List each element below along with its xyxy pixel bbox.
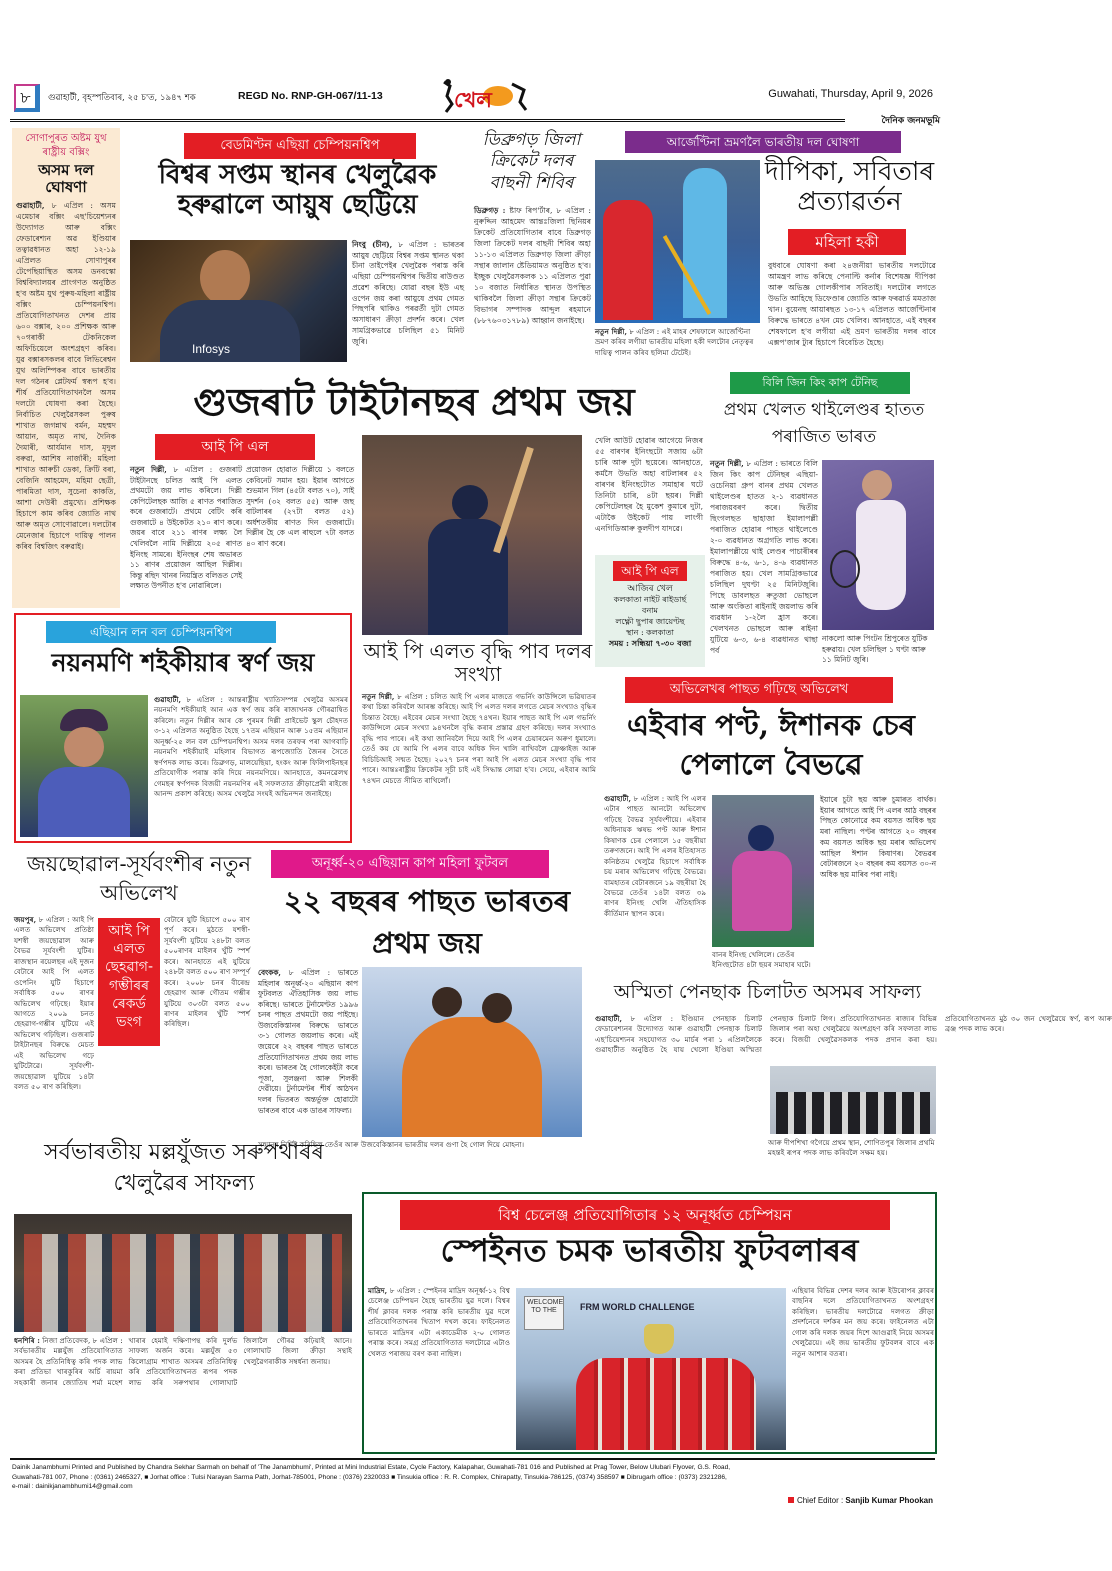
pencak-body: ৮ এপ্ৰিল : ইণ্ডিয়ান পেনছাক চিলাট ফেডাৰেশ্যনৰ উদ্যোগত আৰু গুৱাহাটী পেনছাক চিলাট এছ'চিয়েশ্যনৰ সহযোগত ৩০ মাৰ্চৰ পৰা ১ এপ্ৰিললৈকে গুৱাহাটীত অনুষ্ঠিত হৈ যায় খেলো ইণ্ডিয়া অস্মিতা পেনছাক চিলাট লিগ। প্ৰতিযোগিতাখনত ৰাজ্যৰ বিভিন্ন জিলাৰ পৰা অহা খেলুৱৈয়ে অংশগ্ৰহণ কৰি সফলতা লাভ কৰে। বিজয়ী খেলুৱৈসকলক পদক প্ৰদান কৰা হয়। প্ৰতিযোগিতাখনত মুঠ ৩০ জন খেলুৱৈয়ে স্বৰ্ণ, ৰূপ আৰু ব্ৰঞ্জ পদক লাভ কৰে। bbox=[595, 1014, 1112, 1055]
pencak-headline: অস্মিতা পেনছাক চিলাটত অসমৰ সাফল্য bbox=[613, 981, 922, 1003]
pant-kicker: অভিলেখৰ পাছত গঢ়িছে অভিলেখ bbox=[625, 677, 893, 703]
pencak-dateline: গুৱাহাটী, bbox=[595, 1014, 622, 1023]
lawn-bowls-article bbox=[14, 613, 352, 843]
imprint-line-2: Guwahati-781 007, Phone : (0361) 2465327, ■ Jorhat office : Tulsi Narayan Sarma Path, Jorhat-785001, Phone : (0376) 2320033 ■ Tinsukia office : R. R. Complex, Chirapatty, Tinsukia-786125, (0374) 358597 ■ Dibrugarh office : (0373) 2321286, bbox=[12, 1473, 727, 1481]
football-body: ৮ এপ্ৰিল : ভাৰতে মহিলাৰ অনূৰ্ধ্ব-২০ এছিয়ান কাপ ফুটবলত ঐতিহাসিক জয় লাভ কৰিছে। ভাৰতে টুৰ্নামেণ্টত ১৯৯৬ চনৰ পাছত প্ৰথমটো জয় পাইছে। উজবেকিস্তানৰ বিৰুদ্ধে ভাৰতে ৩-১ গোলত জয়লাভ কৰে। এই জয়েৰে ২২ বছৰৰ পাছত ভাৰতে প্ৰতিযোগিতাখনত প্ৰথম জয় লাভ কৰে। ভাৰতৰ হৈ গোলকেইটা কৰে পূজা, সুলঞ্জনা আৰু শিলকী দেৱীয়ে। টুৰ্নামেণ্টৰ শীৰ্ষ আঠখন দলৰ ভিতৰত অন্তৰ্ভুক্ত হোৱাটো ভাৰতৰ বাবে এক ডাঙৰ সাফল্য। bbox=[258, 968, 358, 1115]
section-logo-text: খেল bbox=[454, 87, 492, 112]
paper-name: দৈনিক জনমভূমি bbox=[881, 116, 940, 126]
hockey-body: বুধবাৰে ঘোষণা কৰা ২৪জনীয়া ভাৰতীয় দলটোৱে আমন্ত্ৰণ লাভ কৰিছে পেনাল্টি কৰ্নাৰ বিশেষজ্ঞ দীপিকা আৰু অভিজ্ঞ গোলকীপাৰ সবিতাই। দলটোৰ লগতে উভতি আহিছে ডিফেণ্ডাৰ জ্যোতি আৰু ফৰৱাৰ্ড মমতাজ খান। বুয়েনছ আয়াৰছত ১৩-১৭ এপ্ৰিলত আৰ্জেণ্টিনাৰ বিৰুদ্ধে ভাৰতে ৪খন মেচ খেলিব। আনহাতে, এই বছৰৰ শেষফালে হ'ব লগীয়া এই ভ্ৰমণ ভাৰতীয় দলৰ বাবে এক্সপ'জাৰ ট্যুৰ হিচাপে বিবেচিত হৈছে। bbox=[768, 261, 936, 347]
wrestling-headline: সৰ্বভাৰতীয় মল্লযুঁজত সৰুপথাৰৰ খেলুৱৈৰ সাফল্য bbox=[44, 1140, 324, 1196]
badminton-dateline: নিংবু (চীন), bbox=[352, 240, 393, 249]
boxing-dateline: গুৱাহাটী, bbox=[16, 200, 45, 210]
pant-body-right: ইয়াৰে চুটা ছয় আৰু চুমাৰত বাৰ্থক। ইয়াৰ আগতে আই পি এলৰ আঠ বছৰৰ পিছত কোনোৱে কম বয়সত অধিক ছয় মৰা নাছিল। পণ্টৰ আগতে ২০ বছৰৰ কম বয়সত অধিক ছয় মৰাৰ অভিলেখ আছিল ঈশান কিষাণৰ। বৈভৱৰ বেটাৰজনে ২০ বছৰৰ কম বয়সত ৩০-ন অধিক ছয় মাৰিব পৰা নাই। bbox=[820, 795, 936, 880]
tennis-dateline: নতুন দিল্লী, bbox=[710, 459, 744, 468]
ipl-teams-body-wrap bbox=[362, 692, 596, 842]
trophy-icon bbox=[644, 1324, 674, 1354]
pant-jersey-shape bbox=[732, 851, 792, 931]
ipl-today-venue: স্থান : কলকাতা bbox=[626, 627, 674, 637]
spain-body-left-wrap bbox=[368, 1286, 510, 1450]
pant-helmet-shape bbox=[748, 825, 774, 851]
hockey-headline: দীপিকা, সবিতাৰ প্ৰত্যাৱৰ্তন bbox=[764, 157, 935, 217]
jaiswal-callout: আই পি এলত ছেহৱাগ-গম্ভীৰৰ ৰেকৰ্ড ভংগ bbox=[98, 918, 160, 1046]
lawn-bowls-photo bbox=[20, 695, 148, 837]
boxing-body: ৮ এপ্ৰিল : অসম এমেচাৰ বক্সিং এছ'চিয়েশ্যনৰ উদ্যোগত আৰু বক্সিং ফেডাৰেশ্যন অৱ ইণ্ডিয়াৰ তত্বাৱধানত অহা ১২-১৯ এপ্ৰিলত সোণাপুৰৰ টেপেছিয়াস্থিত অসম ডনবস্কো বিশ্ববিদ্যালয়ৰ প্ৰাংগণত অনুষ্ঠিত হ'ব অষ্টম যুথ পুৰুষ-মহিলা ৰাষ্ট্ৰীয় বক্সিং চেম্পিয়নশ্বিপ। প্ৰতিযোগিতাখনত দেশৰ প্ৰায় ৬০০ বক্সাৰ, ২০০ প্ৰশিক্ষক আৰু ৭০গৰাকী টেকনিকেল অফিচিয়েলে অংশগ্ৰহণ কৰিব। যুৱ বক্সাৰসকলৰ বাবে লিভিৰেশ্বন যুথ অলিম্পিকৰ বাবে ভাৰতীয় দল গঠনৰ প্লেটফৰ্ম স্বৰূপ হ'ব। শীৰ্ষ প্ৰতিযোগিতাখনলৈ অসম দলটো ঘোষণা কৰা হৈছে। নিৰ্বাচিত খেলুৱৈসকল পুৰুষ শাখাত জগন্নাথ বৰ্মন, মহম্মদ আয়ান, অমৃত নাথ, দৈনিক দৈমাৰী, আৰ্যমান দাস, মৃদুল বৰুৱা, আশিষ নাৰ্জাৰী; মহিলা শাখাত আৰুচী ডেকা, ক্ৰিটি বৰা, বেজিনি আহমেদ, মহিমা ছেত্ৰী, পাৰমিতা দাস, সুচেনা কাকতি, আশা দেউৰী প্ৰমুখ্যে। প্ৰশিক্ষক হিচাপে কাম কৰিব জ্যোতি নাথ আৰু অমৃত সোণোৱালে। দলটোৰ মেনেজাৰ হিচাপে দায়িত্ব পালন কৰিব বিশ্বজিৎ বৰুৱাই। bbox=[16, 200, 116, 551]
spain-kicker: বিশ্ব চেলেঞ্জ প্ৰতিযোগিতাৰ ১২ অনূৰ্ধ্বত চেম্পিয়ন bbox=[400, 1200, 890, 1230]
lawn-bowls-body-wrap bbox=[154, 695, 348, 839]
tennis-player-head-shape bbox=[862, 470, 892, 500]
pant-body-left-wrap bbox=[604, 794, 706, 974]
dibrugarh-body-wrap bbox=[474, 205, 591, 368]
boxing-kicker: সোণাপুৰত অষ্টম যুথ ৰাষ্ট্ৰীয় বক্সিং bbox=[25, 133, 107, 158]
lawn-bowls-body: ৮ এপ্ৰিল : আন্তৰাষ্ট্ৰীয় খ্যাতিসম্পন্ন খেলুৱৈ অসমৰ নয়নমণি শইকীয়াই আন এক স্বৰ্ণ জয় কৰি ৰাজ্যখনক গৌৰৱান্বিত কৰিলে। নতুন দিল্লীৰ আৰ কে পুৰমৰ দিল্লী প্ৰাইভেট স্কুল চৌহদত ৩-১২ এপ্ৰিলত অনুষ্ঠিত হৈছে ১৭তম এছিয়ান আৰু ১৫তম এছিয়ান অনূৰ্ধ্ব-২৫ লন বল চেম্পিয়নশ্বিপ। অসম দলৰ তৰফৰ পৰা আগবাঢ়ি নয়নমণি শইকীয়াই মহিলাৰ বিভাগত ৰূপজ্যোতি জৈনৰ সৈতে স্বৰ্ণপদক লাভ কৰে। ডিব্ৰুগড়, মালয়েছিয়া, হংকং আৰু ফিলিপাইনছৰ প্ৰতিযোগীক পৰাস্ত কৰি দিয়ে নয়নমণিয়ে। আনহাতে, কমনৱেলথ গেমছৰ স্বৰ্ণপদক বিজয়ী নয়নমণিৰ এই সফলতাত ক্ৰীড়াপ্ৰেমী ৰাইজে আনন্দ প্ৰকাশ কৰিছে। অসম খেলুৱৈ সংঘই অভিনন্দন জনাইছে। bbox=[154, 695, 348, 798]
football-kicker: অনূৰ্ধ্ব-২০ এছিয়ান কাপ মহিলা ফুটবল bbox=[271, 850, 549, 878]
ipl-teams-body: ৮ এপ্ৰিল : চলিত আই পি এলৰ মাজতে গভৰ্নিং কাউন্সিলে ভৱিষ্যতৰ কথা চিন্তা কৰিবলৈ আৰম্ভ কৰিছে। আই পি এলত দলৰ লগতে মেচৰ সংখ্যাও বৃদ্ধিৰ চিন্তাত বৈছে। এইবেৰ মেচৰ সংখ্যা হৈছে ৭৪খন। ইয়াৰ পাছত আই পি এল গভৰ্নিং কাউন্সিলে মেচৰ সংখ্যা ৯৪খনলৈ বৃদ্ধি কৰাৰ প্ৰস্তাৱ গ্ৰহণ কৰিছে। দলৰ সংখ্যাও বৃদ্ধি পাব পাৰে। এই কথা জানিবলৈ দিয়ে আই পি এলৰ চেয়াৰমেন অৰুণ ধুমালে। তেওঁ কয় যে আমি পি এলৰ বাবে অধিক দিন খালি ৰাখিবলৈ ফ্ৰেঞ্চাইজ আৰু বিচিচিআই সন্মত হৈছে। ২০২৭ চনৰ পৰা আই পি এলত মেচৰ সংখ্যা বৃদ্ধি পাব পাৰে। আন্তঃৰাষ্ট্ৰীয় ক্ৰিকেটৰ সূচী চাই এই সিদ্ধান্ত লোৱা হ'ব। সেয়ে, এইবাৰ আমি ৭৪খন মেচতে সীমিত ৰাখিলোঁ। bbox=[362, 692, 596, 785]
gujarat-headline: গুজৰাট টাইটানছৰ প্ৰথম জয় bbox=[193, 379, 635, 424]
pant-photo-caption: বানৰ ইনিংছ খেলিলে। তেওঁৰ ইনিংছটোত ৪টা ছয়ৰ সমাহাৰ ঘটে। bbox=[712, 950, 811, 970]
ipl-today-time: সময় : সন্ধিয়া ৭-৩০ বজা bbox=[608, 638, 692, 649]
pant-photo bbox=[712, 795, 814, 947]
pencak-photo-caption: আৰু দীপশিখা গগৈয়ে প্ৰথম স্থান, শোণিতপুৰ জিলাৰ প্ৰথমি মহন্তই ৰূপৰ পদক লাভ কৰিবলৈ সক্ষম হয়। bbox=[768, 1138, 935, 1158]
pant-body-left: ৮ এপ্ৰিল : আই পি এলৰ এটাৰ পাছত আনটো অভিলেখ গঢ়িছে বৈভৱ সূৰ্যবংশীয়ে। এইবাৰ অধিনায়ক ঋষভ পণ্ট আৰু ঈশান কিষাণক চেৰ পেলালে ১৫ বছৰীয়া তৰুণজনে। আই পি এলৰ ইতিহাসত কনিষ্ঠতম খেলুৱৈ হিচাপে সৰ্বাধিক চয় মৰাৰ অভিলেখ গঢ়িছে বৈভৱে। বামহাতৰ বেটাৰজনে ১৯ বছৰীয়া হৈ বৈভৱে তেওঁৰ ১৪টা বলত ৩৯ ৰাণৰ ইনিংছ খেলি ঐতিহাসিক কীৰ্তিমান স্থাপন কৰে। bbox=[604, 794, 706, 918]
batsman-helmet-shape bbox=[452, 485, 488, 521]
wrestling-body: নিজা প্ৰতিবেদক, ৮ এপ্ৰিল : সৰ্বভাৰতীয় মল্লযুঁজ প্ৰতিযোগিতাত অসমৰ হৈ প্ৰতিনিধিত্ব কৰি পদক লাভ কৰা প্ৰতিভা খাৰকুৰিৰ অৰ্চি ৰায়মা সহকাৰী জনাৰ জ্যোতিষ শৰ্মা মহেশ খাৰাৰ হেমাই দক্ষিণাপন্থ কৰি দুৰ্লভ সাফল্য অৰ্জন কৰে। মল্লযুঁজ ৫৩ কিলোগ্ৰাম শাখাত অসমৰ প্ৰতিনিধিত্ব কৰি প্ৰতিযোগিতাখনত ৰূপৰ পদক লাভ কৰি সৰুপথাৰ গোলাঘাট জিলালৈ গৌৰৱ কঢ়িয়াই আনে। গোলাঘাট জিলা ক্ৰীড়া সন্থাই খেলুৱৈগৰাকীক সম্বৰ্ধনা জনায়। bbox=[14, 1336, 352, 1387]
pencak-photo bbox=[770, 1066, 936, 1134]
chief-editor-label: Chief Editor : bbox=[796, 1496, 844, 1505]
gujarat-kicker: আই পি এল bbox=[155, 434, 315, 460]
player-jacket-shape bbox=[38, 767, 130, 837]
regd-number: REGD No. RNP-GH-067/11-13 bbox=[238, 90, 383, 102]
opponent-player-shape bbox=[603, 200, 653, 320]
dibrugarh-headline: ডিব্ৰুগড় জিলা ক্ৰিকেট দলৰ বাছনী শিবিৰ bbox=[482, 130, 581, 193]
boxing-article bbox=[12, 128, 120, 608]
indian-player-shape bbox=[683, 168, 727, 318]
gujarat-side-text: খেলি আউট হোৱাৰ আগেয়ে নিজৰ ৫৫ বাৰণৰ ইনিংছটো সজায় ৬টা চাৰি আৰু দুটা ছয়েৰে। আনহাতে, কৰ্মসৈ উভতি অহা বাটলাৰৰ ৫২ বাৰণৰ ইনিংছটোত সমাহাৰ ঘটে তিনিটা চাৰি, ৪টা ছয়ৰ। দিল্লী কেপিটেলছৰ হৈ মুকেশ কুমাৰে দুটা, এটাকৈ উইকেট পায় লাংগী এনগিডিআৰু কুলদীপ যাদৱে। bbox=[595, 436, 703, 533]
football-dateline: বেংকক, bbox=[258, 968, 281, 977]
chief-editor-name: Sanjib Kumar Phookan bbox=[845, 1496, 933, 1505]
spain-headline: স্পেইনত চমক ভাৰতীয় ফুটবলাৰৰ bbox=[440, 1233, 859, 1269]
badminton-photo bbox=[130, 240, 347, 362]
jaiswal-dateline: জয়পুৰ, bbox=[14, 915, 37, 924]
ipl-today-versus: বনাম bbox=[642, 605, 658, 615]
lawn-bowls-kicker: এছিয়ান লন বল চেম্পিয়নশ্বিপ bbox=[46, 621, 276, 643]
player-head-2-shape bbox=[482, 993, 512, 1023]
football-photo bbox=[362, 967, 582, 1137]
ipl-today-team1: কলকাতা নাইট ৰাইডাৰ্ছ bbox=[613, 595, 687, 605]
hockey-caption-wrap bbox=[595, 327, 760, 369]
group-photo-shape bbox=[24, 1234, 342, 1332]
assamese-date: গুৱাহাটী, বৃহস্পতিবাৰ, ২৫ চ'ত, ১৯৪৭ শক bbox=[48, 93, 196, 103]
ipl-today-box bbox=[595, 555, 705, 667]
player-face-shape bbox=[64, 727, 104, 767]
masthead bbox=[10, 80, 935, 116]
lawn-bowls-headline: নয়নমণি শইকীয়াৰ স্বৰ্ণ জয় bbox=[51, 648, 315, 677]
pant-headline: এইবাৰ পণ্ট, ঈশানক চেৰ পেলালে বৈভৱে bbox=[627, 708, 915, 782]
football-body-wrap bbox=[258, 968, 358, 1134]
spain-banner-text: WELCOME TO THE bbox=[527, 1299, 564, 1315]
tennis-photo bbox=[822, 460, 934, 630]
hockey-kicker: আৰ্জেণ্টিনা ভ্ৰমণলৈ ভাৰতীয় দল ঘোষণা bbox=[625, 131, 901, 153]
boxing-headline: অসম দল ঘোষণা bbox=[38, 161, 94, 197]
badminton-kicker: বেডমিণ্টন এছিয়া চেম্পিয়নশ্বিপ bbox=[184, 133, 416, 159]
hockey-sub-kicker: মহিলা হকী bbox=[788, 229, 906, 255]
wrestling-body-wrap bbox=[14, 1336, 352, 1448]
pencak-body-wrap bbox=[595, 1014, 1112, 1062]
spain-backdrop-text: FRM WORLD CHALLENGE bbox=[580, 1302, 695, 1312]
spain-welcome-banner bbox=[524, 1296, 564, 1330]
tennis-racket-shape bbox=[830, 550, 860, 588]
gujarat-photo bbox=[362, 435, 582, 635]
gujarat-dateline: নতুন দিল্লী, bbox=[130, 465, 167, 474]
wrestling-photo bbox=[14, 1214, 352, 1332]
athletes-row-shape bbox=[776, 1092, 930, 1134]
gujarat-body-right: প্ৰয়োজন হোৱাত দিল্লীয়ে ১ বলতে কেবিনেট সমান হয়। ইয়াৰ আগতে শুভমান গিল (৪৫টা বলত ৭০), সাই সুদৰ্শন (৩২ বলত ৫৫) আৰু জছ বাটলাৰৰ (২৭টা বলত ৫২) অৰ্ধশতকীয় ৰাণত দিন গুজৰাটে। দিল্লীৰ হৈ কে এল ৰাহুলে ৭টা বলত ৪০ ৰাণ কৰে। bbox=[246, 465, 354, 549]
badminton-photo-label: Infosys bbox=[192, 342, 231, 356]
cricket-bat-shape bbox=[493, 447, 534, 554]
square-bullet-icon bbox=[788, 1497, 794, 1503]
section-logo bbox=[438, 78, 530, 116]
tennis-photo-caption: নাকলো আৰু পিংটন শ্ৰিপুৰেত যুটিক হৰুৱায়। খেল চলিছিল ১ ঘণ্টা আৰু ১১ মিনিট জুৰি। bbox=[822, 634, 928, 665]
player-head-1-shape bbox=[432, 987, 462, 1017]
football-headline: ২২ বছৰৰ পাছত ভাৰতৰ প্ৰথম জয় bbox=[283, 884, 571, 961]
imprint-email: e-mail : dainikjanambhumi14@gmail.com bbox=[12, 1483, 133, 1491]
players-huddle-shape bbox=[402, 1017, 542, 1137]
hockey-caption-dateline: নতুন দিল্লী, bbox=[595, 327, 627, 336]
spain-body-left: ৮ এপ্ৰিল : স্পেইনৰ মাদ্ৰিদ অনূৰ্ধ্ব-১২ বিশ্ব চেলেঞ্জ চেম্পিয়ন হৈছে ভাৰতীয় যুৱ দলে। বিশ্বৰ শীৰ্ষ ক্লাবৰ দলক পৰাস্ত কৰি ভাৰতীয় যুৱ দলে প্ৰতিযোগিতাখনৰ খিতাপ দখল কৰে। ফাইনেলত ভাৰতে মাদ্ৰিদৰ এটা একাডেমীক ২-০ গোলত পৰাস্ত কৰে। সমগ্ৰ প্ৰতিযোগিতাত দলটোৱে এটাও খেলত পৰাজয় বৰণ কৰা নাছিল। bbox=[368, 1286, 511, 1358]
football-photo-caption: সন্মানৰ নিৰ্দিষ্ট কৰিছিল তেওঁৰ আৰু উজবেকিস্তানৰ ভাৰতীয় দলৰ গুণা হৈ গোল দিয়ে মোহনা। bbox=[258, 1140, 525, 1149]
ipl-today-kicker: আই পি এল bbox=[613, 561, 687, 581]
jaiswal-body-left-wrap bbox=[14, 915, 94, 1125]
spain-article bbox=[362, 1192, 937, 1454]
spain-dateline: মাদ্ৰিদ, bbox=[368, 1286, 388, 1295]
lawn-bowls-dateline: গুৱাহাটী, bbox=[154, 695, 181, 704]
spain-photo bbox=[516, 1288, 786, 1450]
badminton-headline: বিশ্বৰ সপ্তম স্থানৰ খেলুৱৈক হৰুৱালে আয়ুষ ছেট্টিয়ে bbox=[158, 160, 437, 220]
footer-rule bbox=[10, 1458, 935, 1460]
spain-body-right: এছিয়াৰ বিভিন্ন দেশৰ দলৰ আৰু ইউৰোপৰ ক্লাবৰ বাছনিৰ দলে প্ৰতিযোগিতাখনত অংশগ্ৰহণ কৰিছিল। ভাৰতীয় দলটোৱে দলগত ক্ৰীড়া প্ৰদৰ্শনেৰে দৰ্শকৰ মন জয় কৰে। ফাইনেলত এটা গোল কৰি দলক জয়ৰ দিশে আগুৱাই নিয়ে অসমৰ খেলুৱৈয়ে। এই জয় ভাৰতীয় ফুটবলৰ বাবে এক নতুন আশাৰ বতৰা। bbox=[792, 1286, 934, 1358]
tennis-kicker: বিলি জিন কিং কাপ টেনিছ bbox=[730, 372, 910, 394]
jaiswal-body-right: বেটাৰে যুটি হিচাপে ৫০০ ৰাণ পূৰ্ণ কৰে। মুঠতে যশস্বী-সূৰ্যবংশী যুটিয়ে ২৪৮টা বলত ৫০০ৰাণৰ মাইলৰ খুঁটি স্পৰ্শ কৰে। আনহাতে এই যুটিয়ে ২৪৮টা বলত ৫০০ ৰাণ সম্পূৰ্ণ কৰে। ২০০৮ চনৰ বীৰেন্দ্ৰ ছেহৱাগ আৰু গৌতম গম্ভীৰ যুটিয়ে ৩০৩টা বলত ৫০০ ৰাণৰ মাইলৰ খুঁটি স্পৰ্শ কৰিছিল। bbox=[164, 915, 250, 1029]
footer-imprint bbox=[12, 1463, 937, 1492]
badminton-body: ৮ এপ্ৰিল : ভাৰতৰ আয়ুষ ছেট্টিয়ে বিশ্বৰ সপ্তম স্থানত থকা চীনা তাইপেইৰ খেলুৱৈক পৰাস্ত কৰি এছিয়া চেম্পিয়নশ্বিপৰ দ্বিতীয় ৰাউণ্ডত প্ৰৱেশ কৰিছে। যোৱা বছৰ ইউ এছ ওপেন জয় কৰা আয়ুষে প্ৰথম গেমত পিছপৰি থাকিও পৰৱৰ্তী দুটা গেমত অসাধাৰণ ক্ৰীড়া প্ৰদৰ্শন কৰে। খেল সামগ্ৰিকভাৱে চলিছিল ৫১ মিনিট জুৰি। bbox=[352, 240, 464, 346]
ipl-today-team2: লক্ষ্ণৌ ছুপাৰ জায়েণ্টছ bbox=[615, 616, 685, 626]
hockey-caption: ৮ এপ্ৰিল : এই মাহৰ শেষফালে আৰ্জেণ্টিনা ভ্ৰমণ কৰিব লগীয়া ভাৰতীয় মহিলা হকী দলটোৰ নেতৃত্বৰ দায়িত্ব পালন কৰিব ছলিমা টেটেই। bbox=[595, 327, 754, 357]
team-celebration-shape bbox=[576, 1358, 756, 1450]
masthead-rule bbox=[10, 119, 845, 122]
tennis-headline: প্ৰথম খেলত থাইলেণ্ডৰ হাতত পৰাজিত ভাৰত bbox=[723, 400, 925, 448]
player-head-shape bbox=[200, 250, 250, 305]
ipl-teams-headline: আই পি এলত বৃদ্ধি পাব দলৰ সংখ্যা bbox=[363, 639, 593, 686]
batsman-kit-shape bbox=[428, 519, 508, 635]
wrestling-dateline: ধনশিৰি : bbox=[14, 1336, 40, 1345]
english-date: Guwahati, Thursday, April 9, 2026 bbox=[768, 88, 933, 100]
ipl-teams-dateline: নতুন দিল্লী, bbox=[362, 692, 395, 701]
tennis-body-wrap bbox=[710, 458, 818, 674]
gujarat-body-left: ৮ এপ্ৰিল : গুজৰাট টাইটানছে চলিত আই পি এলত প্ৰথমটো জয় লাভ কৰিলে। দিল্লী কেপিটেলছক আজি ৫ ৰাণত পৰাজিত কৰে গুজৰাটে। প্ৰথমে বেটিং কৰি গুজৰাটে ৪ উইকেটত ২১০ ৰাণ কৰে। জয়ৰ বাবে ২১১ ৰাণৰ লক্ষ্য লৈ খেলিবলৈ নামি দিল্লীয়ে ২০৫ ৰাণত ইনিংছ সামৰে। ইনিংছৰ শেষ অভাৰত ১১ ৰাণৰ প্ৰয়োজন আছিল দিল্লীৰ। কিন্তু ৰছিদ খানৰ নিয়ন্ত্ৰিত বলিঙত সেই লক্ষ্যত উপনীত হ'ব নোৱাৰিলে। bbox=[130, 465, 242, 591]
tennis-dress-shape bbox=[856, 500, 906, 610]
dibrugarh-dateline: ডিব্ৰুগড় : bbox=[474, 206, 506, 215]
jaiswal-headline: জয়ছোৱাল-সূৰ্যবংশীৰ নতুন অভিলেখ bbox=[27, 852, 251, 906]
tennis-body: ৮ এপ্ৰিল : ভাৰতে বিলি জিন কিং কাপ টেনিছৰ এছিয়া-ওচেনিয়া গ্ৰুপ বানৰ প্ৰথম খেলত থাইলেণ্ডৰ হাতত ২-১ ব্যৱধানত পৰাজয়বৰণ কৰে। দ্বিতীয় ছিংগলছত ছাহাজা ইমালাপল্লী পৰাজিত হোৱাৰ পাছত থাইলেণ্ডে ২-০ ব্যৱধানত অগ্ৰগতি লাভ কৰে। ইমালাপল্লীয়ে থাই লেণ্ডৰ পাচাৰীৰৰ বিৰুদ্ধে ৪-৬, ৬-১, ৪-৬ ব্যৱধানত পৰাজিত হয়। খেল সামগ্ৰিকভাৱে চলিছিল দুঘণ্টা ২৫ মিনিটজুৰি। পিছে ডাবলছত ৰুতুজা ভোছলে আৰু অংকিতা ৰাইনাই জয়লাভ কৰি ব্যৱধান ১-২লৈ হ্ৰাস কৰে। খেলখনত ভোছলে আৰু ৰাইনা যুটিয়ে ৬-৩, ৬-৪ ব্যৱধানত থাছা পৰ্ব bbox=[710, 459, 818, 655]
pant-dateline: গুৱাহাটী, bbox=[604, 794, 631, 803]
chief-editor bbox=[788, 1496, 933, 1505]
ipl-today-title: আজিৰ খেল bbox=[627, 584, 673, 594]
jaiswal-body-left: ৮ এপ্ৰিল : আই পি এলত অভিলেখ প্ৰতিষ্ঠা যশস্বী জয়ছোৱাল আৰু বৈভৱ সূৰ্যবংশী যুটিৰ। ৰাজস্থান ৰয়েলছৰ এই দুজন বেটাৰে আই পি এলত ওপেনিং যুটি হিচাপে সৰ্বাধিক ৫০০ ৰাণৰ অভিলেখ গঢ়িছে। ইয়াৰ আগতে ২০০৯ চনত ছেহৱাগ-গম্ভীৰ যুটিয়ে এই অভিলেখ গঢ়িছিল। গুজৰাট টাইটানছৰ বিৰুদ্ধে মেচত এই অভিলেখ গঢ়ে যুটিটোৱে। সূৰ্যবংশী-জয়ছোৱাল যুটিয়ে ১৪টা বলত ৫০ ৰাণ কৰিছিল। bbox=[14, 915, 94, 1091]
badminton-body-wrap bbox=[352, 240, 464, 362]
imprint-line-1: Dainik Janambhumi Printed and Published by Chandra Sekhar Sarmah on behalf of 'The Janambhumi', Printed at Mini Industrial Estate, Cycle Factory, Kalapahar, Guwahati-781 016 and Published at Prag Tower, Below Ulubari Flyover, G.S. Road, bbox=[12, 1464, 731, 1471]
hockey-photo bbox=[595, 160, 760, 323]
dibrugarh-body: ষ্টাফ ৰিপ'ৰ্টাৰ, ৮ এপ্ৰিল : নুৰুদ্দিন আহমেদ আন্তঃজিলা ছিনিয়ৰ ক্ৰিকেট প্ৰতিযোগিতাৰ বাবে ডিব্ৰুগড় জিলা ক্ৰিকেট দলৰ বাছনী শিবিৰ অহা ১১-১৩ এপ্ৰিলত ডিব্ৰুগড় জিলা ক্ৰীড়া সন্থাৰ জালান ষ্টেডিয়ামত অনুষ্ঠিত হ'ব। ইচ্ছুক খেলুৱৈসকলক ১১ এপ্ৰিলত পুৱা ১০ বজাত নিৰ্ধাৰিত স্থানত উপস্থিত থাকিবলৈ জিলা ক্ৰীড়া সন্থাৰ ক্ৰিকেট বিভাগৰ সম্পাদক আব্দুল ৰহমানে (৮৮৭৬০৩১৭৮৯) আহ্বান জনাইছে। bbox=[474, 206, 591, 325]
gujarat-body-left-wrap bbox=[130, 465, 242, 608]
page-number: ৮ bbox=[14, 84, 40, 112]
